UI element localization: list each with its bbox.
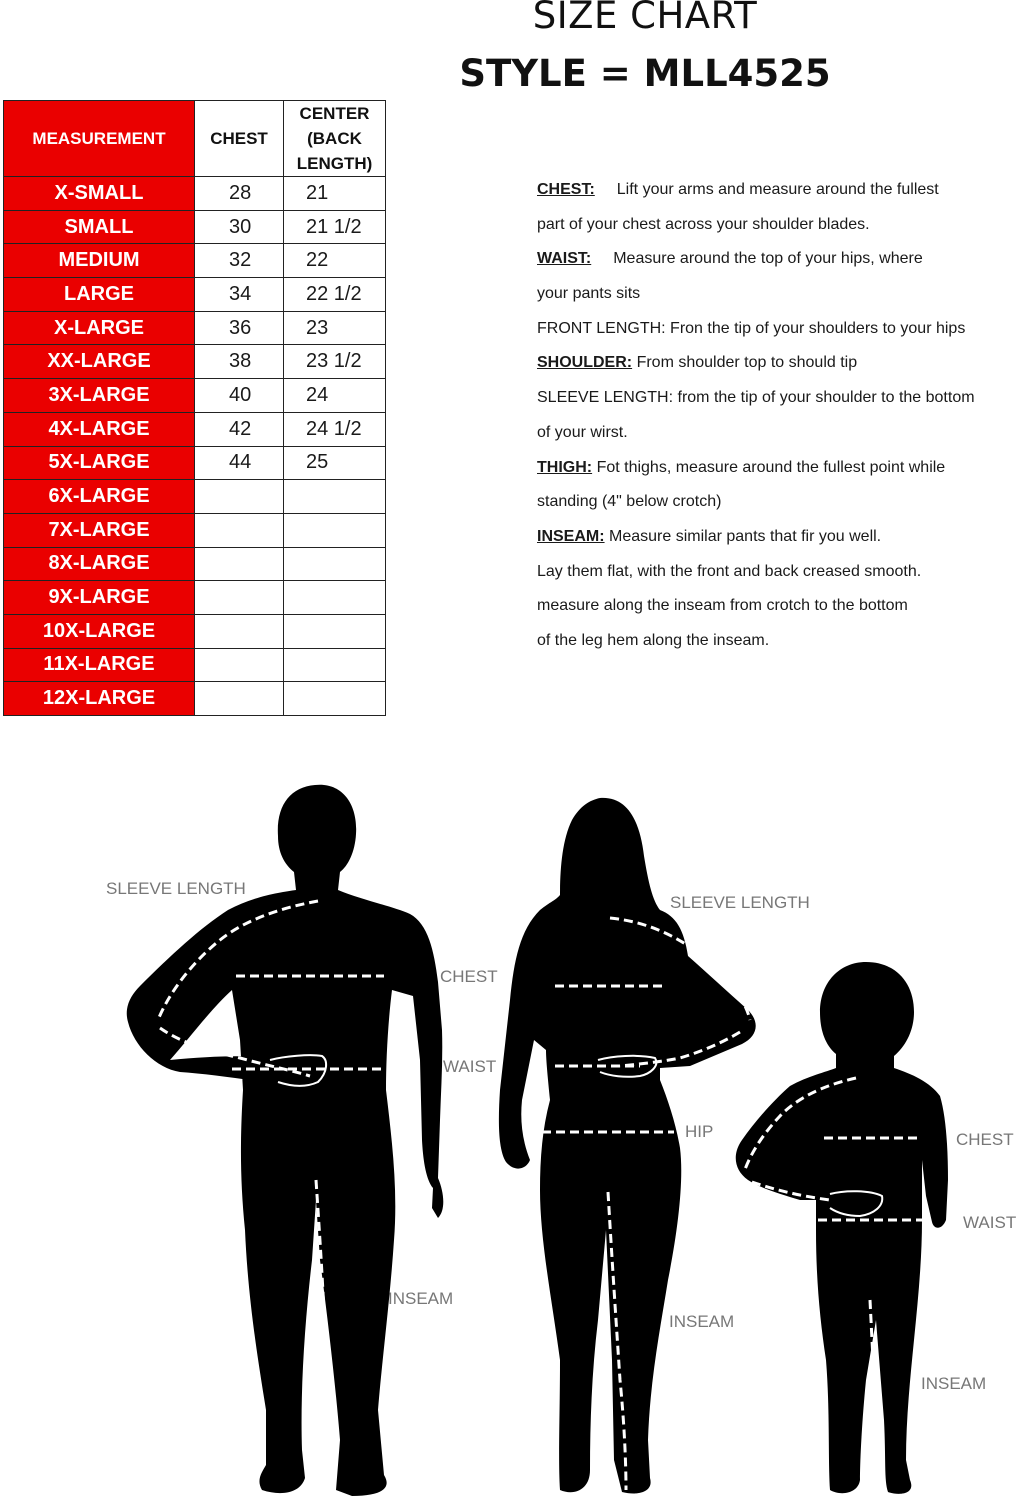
back-length-cell: [284, 614, 386, 648]
chest-cell: 36: [195, 311, 284, 345]
size-cell: 3X-LARGE: [4, 379, 195, 413]
back-length-cell: 22 1/2: [284, 278, 386, 312]
header-center-line1: CENTER: [299, 104, 370, 123]
back-length-cell: [284, 581, 386, 615]
inseam-label: INSEAM:: [537, 527, 605, 545]
woman-sleeve-label: SLEEVE LENGTH: [670, 893, 810, 912]
size-cell: MEDIUM: [4, 244, 195, 278]
size-cell: 9X-LARGE: [4, 581, 195, 615]
instruction-line: [537, 524, 1017, 559]
header-measurement: MEASUREMENT: [4, 101, 195, 177]
chest-label: CHEST:: [537, 181, 595, 198]
chest-cell: [195, 513, 284, 547]
instruction-line: [537, 177, 1017, 212]
size-cell: 5X-LARGE: [4, 446, 195, 480]
back-length-cell: 22: [284, 244, 386, 278]
body-measurement-figures: [0, 760, 1023, 1500]
woman-hip-label: HIP: [685, 1122, 714, 1141]
back-length-cell: [284, 682, 386, 716]
inseam-text: Measure similar pants that fir you well.: [609, 527, 882, 545]
chest-cell: [195, 547, 284, 581]
child-chest-label: CHEST: [956, 1130, 1014, 1149]
table-row: [4, 446, 386, 480]
back-length-cell: [284, 513, 386, 547]
back-length-cell: 21 1/2: [284, 210, 386, 244]
chest-cell: [195, 682, 284, 716]
style-code: STYLE = MLL4525: [459, 52, 831, 95]
size-cell: X-LARGE: [4, 311, 195, 345]
back-length-cell: 25: [284, 446, 386, 480]
back-length-cell: [284, 648, 386, 682]
table-row: [4, 682, 386, 716]
waist-label: WAIST:: [537, 250, 592, 268]
shoulder-text: From shoulder top to should tip: [636, 354, 858, 372]
instruction-line: [537, 246, 1017, 281]
instruction-line: of the leg hem along the inseam.: [537, 631, 770, 649]
table-row: [4, 210, 386, 244]
instruction-line: [537, 455, 1017, 490]
size-cell: 6X-LARGE: [4, 480, 195, 514]
chest-cell: [195, 480, 284, 514]
chest-cell: [195, 581, 284, 615]
back-length-cell: 24 1/2: [284, 412, 386, 446]
thigh-text: Fot thighs, measure around the fullest point while: [596, 458, 946, 476]
header-chest: CHEST: [195, 101, 284, 177]
size-cell: 12X-LARGE: [4, 682, 195, 716]
child-silhouette: [736, 962, 1016, 1494]
table-row: [4, 244, 386, 278]
shoulder-label: SHOULDER:: [537, 354, 633, 372]
chest-cell: 42: [195, 412, 284, 446]
size-cell: SMALL: [4, 210, 195, 244]
table-row: [4, 513, 386, 547]
back-length-cell: [284, 480, 386, 514]
instruction-line: standing (4" below crotch): [537, 493, 722, 511]
instruction-line: of your wirst.: [537, 423, 628, 441]
table-header-row: [4, 101, 386, 177]
back-length-cell: 24: [284, 379, 386, 413]
chest-cell: 40: [195, 379, 284, 413]
size-cell: XX-LARGE: [4, 345, 195, 379]
table-row: [4, 177, 386, 211]
table-row: [4, 480, 386, 514]
header-center-back-length: [284, 101, 386, 177]
size-cell: 8X-LARGE: [4, 547, 195, 581]
back-length-cell: 21: [284, 177, 386, 211]
chest-cell: [195, 648, 284, 682]
instruction-line: your pants sits: [537, 285, 641, 303]
table-row: [4, 379, 386, 413]
instruction-line: [537, 350, 1017, 385]
table-row: [4, 581, 386, 615]
back-length-cell: [284, 547, 386, 581]
man-silhouette: [106, 785, 498, 1496]
measurement-instructions: [537, 177, 1017, 663]
chest-cell: 38: [195, 345, 284, 379]
size-cell: 11X-LARGE: [4, 648, 195, 682]
thigh-label: THIGH:: [537, 458, 593, 476]
table-row: [4, 614, 386, 648]
page-title: SIZE CHART: [532, 0, 758, 37]
chest-cell: 44: [195, 446, 284, 480]
back-length-cell: 23: [284, 311, 386, 345]
man-inseam-label: INSEAM: [388, 1289, 454, 1308]
size-cell: 7X-LARGE: [4, 513, 195, 547]
size-cell: 10X-LARGE: [4, 614, 195, 648]
woman-inseam-label: INSEAM: [669, 1312, 735, 1331]
size-table: [3, 100, 386, 716]
size-cell: LARGE: [4, 278, 195, 312]
chest-text: Lift your arms and measure around the fullest: [616, 181, 939, 198]
instruction-line: Lay them flat, with the front and back creased smooth.: [537, 562, 922, 580]
instruction-line: measure along the inseam from crotch to the bottom: [537, 597, 908, 615]
child-inseam-label: INSEAM: [921, 1374, 987, 1393]
man-chest-label: CHEST: [440, 967, 498, 986]
man-sleeve-label: SLEEVE LENGTH: [106, 879, 246, 898]
table-row: [4, 412, 386, 446]
chest-cell: 30: [195, 210, 284, 244]
chest-cell: 34: [195, 278, 284, 312]
header-center-line2: (BACK: [307, 129, 362, 148]
table-row: [4, 278, 386, 312]
size-cell: X-SMALL: [4, 177, 195, 211]
instruction-line: part of your chest across your shoulder blades.: [537, 215, 870, 233]
chest-cell: 28: [195, 177, 284, 211]
instruction-line: FRONT LENGTH: Fron the tip of your shoulders to your hips: [537, 319, 966, 337]
chest-cell: [195, 614, 284, 648]
waist-text: Measure around the top of your hips, where: [613, 250, 923, 268]
instruction-line: SLEEVE LENGTH: from the tip of your shoulder to the bottom: [537, 389, 975, 407]
table-row: [4, 648, 386, 682]
header-center-line3: LENGTH): [296, 154, 373, 173]
chest-cell: 32: [195, 244, 284, 278]
size-cell: 4X-LARGE: [4, 412, 195, 446]
man-waist-label: WAIST: [443, 1057, 497, 1076]
table-row: [4, 345, 386, 379]
table-row: [4, 547, 386, 581]
child-waist-label: WAIST: [963, 1213, 1017, 1232]
table-row: [4, 311, 386, 345]
back-length-cell: 23 1/2: [284, 345, 386, 379]
